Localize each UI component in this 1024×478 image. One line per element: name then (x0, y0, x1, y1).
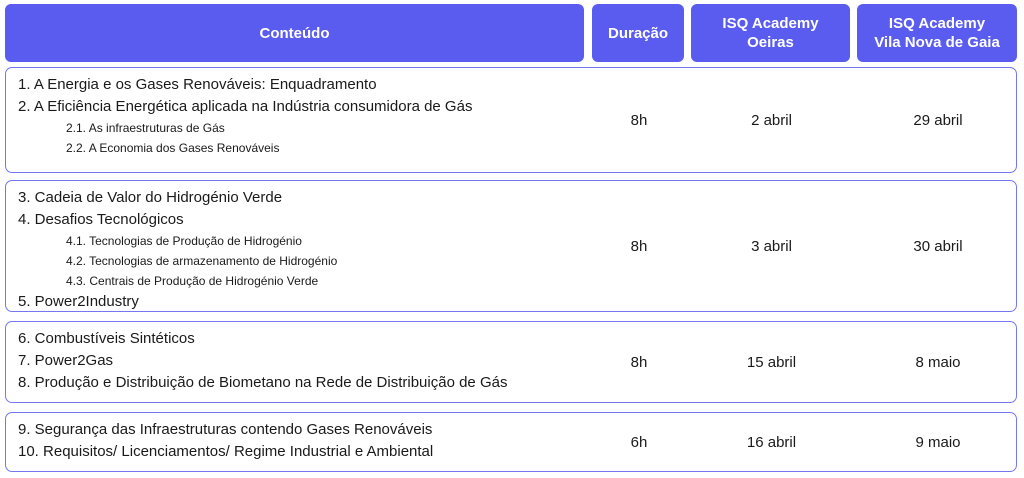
header-vng-line2: Vila Nova de Gaia (874, 34, 1000, 51)
subtopic-item: 2.2. A Economia dos Gases Renováveis (66, 141, 280, 155)
topic-item: 2. A Eficiência Energética aplicada na Indústria consumidora de Gás (18, 98, 473, 115)
topic-item: 1. A Energia e os Gases Renováveis: Enquadramento (18, 76, 377, 93)
topic-item: 3. Cadeia de Valor do Hidrogénio Verde (18, 189, 283, 206)
topics-list (18, 419, 433, 463)
header-oeiras-line1: ISQ Academy (722, 15, 819, 32)
vng-date-cell: 30 abril (913, 237, 963, 255)
topics-list (18, 187, 337, 313)
subtopic-item: 2.1. As infraestruturas de Gás (66, 121, 225, 135)
topic-item: 7. Power2Gas (18, 352, 114, 369)
oeiras-date-cell: 15 abril (746, 353, 797, 371)
duration-cell: 8h (630, 111, 648, 129)
header-duration (592, 4, 684, 62)
header-vng-line1: ISQ Academy (888, 15, 986, 32)
vng-date-cell: 9 maio (915, 433, 961, 451)
table-row (5, 67, 1017, 173)
topics-list (18, 74, 472, 158)
duration-cell: 8h (630, 237, 648, 255)
header-content-label: Conteúdo (259, 24, 330, 42)
oeiras-date-cell: 2 abril (751, 111, 792, 129)
header-content (5, 4, 584, 62)
topic-item: 6. Combustíveis Sintéticos (18, 330, 195, 347)
topic-item: 10. Requisitos/ Licenciamentos/ Regime Industrial e Ambiental (18, 443, 434, 460)
table-row (5, 412, 1017, 472)
oeiras-date-cell: 3 abril (751, 237, 792, 255)
duration-cell: 6h (630, 433, 648, 451)
vng-date-cell: 8 maio (915, 353, 961, 371)
header-duration-label: Duração (607, 24, 669, 42)
vng-date-cell: 29 abril (913, 111, 963, 129)
duration-cell: 8h (630, 353, 648, 371)
subtopic-item: 4.1. Tecnologias de Produção de Hidrogénio (66, 234, 302, 248)
header-oeiras-line2: Oeiras (747, 34, 794, 51)
topic-item: 4. Desafios Tecnológicos (18, 211, 184, 228)
subtopic-item: 4.3. Centrais de Produção de Hidrogénio Verde (66, 274, 319, 288)
table-row (5, 180, 1017, 312)
topic-item: 8. Produção e Distribuição de Biometano na Rede de Distribuição de Gás (18, 374, 508, 391)
topics-list (18, 328, 507, 394)
topic-item: 5. Power2Industry (18, 293, 139, 310)
header-vila-nova-de-gaia (857, 4, 1017, 62)
header-oeiras (691, 4, 850, 62)
oeiras-date-cell: 16 abril (746, 433, 797, 451)
topic-item: 9. Segurança das Infraestruturas contendo Gases Renováveis (18, 421, 433, 438)
subtopic-item: 4.2. Tecnologias de armazenamento de Hidrogénio (66, 254, 338, 268)
table-row (5, 321, 1017, 403)
